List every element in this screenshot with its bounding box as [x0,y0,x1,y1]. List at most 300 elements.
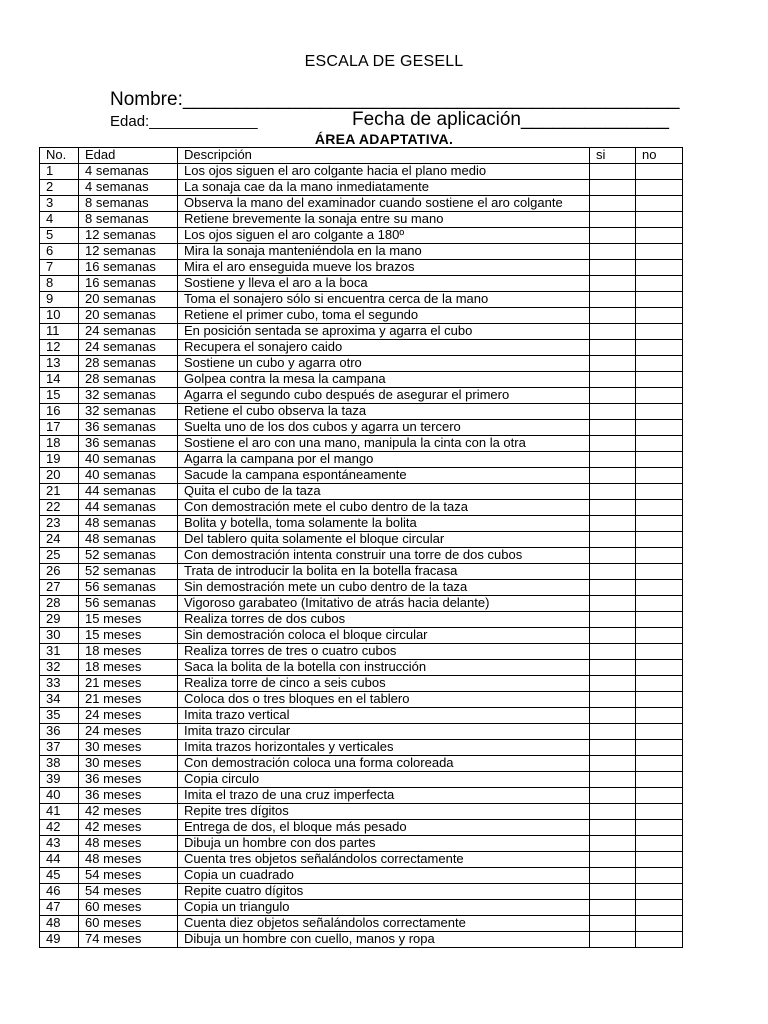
si-checkbox-cell[interactable] [590,260,636,276]
si-checkbox-cell[interactable] [590,388,636,404]
row-number: 25 [40,548,79,564]
row-edad: 56 semanas [79,580,178,596]
no-checkbox-cell[interactable] [636,788,683,804]
table-row [40,340,683,356]
row-descripcion: Los ojos siguen el aro colgante a 180º [178,228,590,244]
no-checkbox-cell[interactable] [636,484,683,500]
row-edad: 56 semanas [79,596,178,612]
no-checkbox-cell[interactable] [636,820,683,836]
row-number: 21 [40,484,79,500]
si-checkbox-cell[interactable] [590,356,636,372]
table-row [40,292,683,308]
row-edad: 42 meses [79,804,178,820]
si-checkbox-cell[interactable] [590,292,636,308]
row-descripcion: Copia un triangulo [178,900,590,916]
row-number: 23 [40,516,79,532]
row-number: 48 [40,916,79,932]
si-checkbox-cell[interactable] [590,532,636,548]
si-checkbox-cell[interactable] [590,580,636,596]
row-descripcion: Imita trazos horizontales y verticales [178,740,590,756]
row-number: 44 [40,852,79,868]
row-edad: 40 semanas [79,452,178,468]
row-number: 43 [40,836,79,852]
si-checkbox-cell[interactable] [590,404,636,420]
table-row [40,628,683,644]
row-number: 20 [40,468,79,484]
si-checkbox-cell[interactable] [590,484,636,500]
row-edad: 36 meses [79,788,178,804]
row-descripcion: Mira la sonaja manteniéndola en la mano [178,244,590,260]
row-descripcion: Mira el aro enseguida mueve los brazos [178,260,590,276]
table-row [40,516,683,532]
fecha-aplicacion-field-label: Fecha de aplicación______________ [352,109,669,130]
si-checkbox-cell[interactable] [590,820,636,836]
row-descripcion: Sostiene y lleva el aro a la boca [178,276,590,292]
si-checkbox-cell[interactable] [590,916,636,932]
si-checkbox-cell[interactable] [590,644,636,660]
table-row [40,308,683,324]
si-checkbox-cell[interactable] [590,932,636,948]
row-number: 3 [40,196,79,212]
row-descripcion: Recupera el sonajero caido [178,340,590,356]
row-number: 18 [40,436,79,452]
no-checkbox-cell[interactable] [636,564,683,580]
header-si: si [590,148,636,164]
row-number: 6 [40,244,79,260]
table-row [40,532,683,548]
no-checkbox-cell[interactable] [636,804,683,820]
row-number: 22 [40,500,79,516]
table-row [40,548,683,564]
row-descripcion: Golpea contra la mesa la campana [178,372,590,388]
si-checkbox-cell[interactable] [590,468,636,484]
row-number: 14 [40,372,79,388]
table-row [40,196,683,212]
row-descripcion: Sin demostración coloca el bloque circular [178,628,590,644]
si-checkbox-cell[interactable] [590,340,636,356]
table-row [40,708,683,724]
si-checkbox-cell[interactable] [590,884,636,900]
header-no-check: no [636,148,683,164]
row-edad: 60 meses [79,916,178,932]
table-row [40,676,683,692]
no-checkbox-cell[interactable] [636,372,683,388]
row-descripcion: Agarra la campana por el mango [178,452,590,468]
row-edad: 16 semanas [79,260,178,276]
row-descripcion: Sostiene el aro con una mano, manipula la cinta con la otra [178,436,590,452]
table-row [40,692,683,708]
row-number: 47 [40,900,79,916]
row-descripcion: Quita el cubo de la taza [178,484,590,500]
row-edad: 8 semanas [79,212,178,228]
row-edad: 24 semanas [79,340,178,356]
row-edad: 28 semanas [79,356,178,372]
no-checkbox-cell[interactable] [636,836,683,852]
row-descripcion: Realiza torre de cinco a seis cubos [178,676,590,692]
row-edad: 18 meses [79,660,178,676]
row-descripcion: Imita el trazo de una cruz imperfecta [178,788,590,804]
table-row [40,372,683,388]
gesell-table [39,147,683,948]
row-number: 2 [40,180,79,196]
table-row [40,916,683,932]
si-checkbox-cell[interactable] [590,228,636,244]
table-body [40,164,683,948]
row-descripcion: Cuenta diez objetos señalándolos correctamente [178,916,590,932]
si-checkbox-cell[interactable] [590,564,636,580]
no-checkbox-cell[interactable] [636,212,683,228]
row-descripcion: Retiene el cubo observa la taza [178,404,590,420]
row-number: 13 [40,356,79,372]
table-row [40,580,683,596]
row-number: 45 [40,868,79,884]
row-number: 28 [40,596,79,612]
row-descripcion: Cuenta tres objetos señalándolos correctamente [178,852,590,868]
si-checkbox-cell[interactable] [590,660,636,676]
row-descripcion: Retiene brevemente la sonaja entre su mano [178,212,590,228]
si-checkbox-cell[interactable] [590,436,636,452]
row-number: 12 [40,340,79,356]
si-checkbox-cell[interactable] [590,452,636,468]
table-row [40,644,683,660]
row-number: 39 [40,772,79,788]
row-number: 4 [40,212,79,228]
row-descripcion: Con demostración coloca una forma coloreada [178,756,590,772]
no-checkbox-cell[interactable] [636,260,683,276]
document-title: ESCALA DE GESELL [304,53,464,70]
table-row [40,660,683,676]
header-descripcion: Descripción [178,148,590,164]
si-checkbox-cell[interactable] [590,276,636,292]
row-edad: 32 semanas [79,404,178,420]
no-checkbox-cell[interactable] [636,692,683,708]
no-checkbox-cell[interactable] [636,340,683,356]
row-edad: 21 meses [79,676,178,692]
row-edad: 24 meses [79,724,178,740]
table-row [40,564,683,580]
table-row [40,164,683,180]
si-checkbox-cell[interactable] [590,788,636,804]
no-checkbox-cell[interactable] [636,420,683,436]
row-number: 49 [40,932,79,948]
row-descripcion: Agarra el segundo cubo después de asegurar el primero [178,388,590,404]
edad-field-label: Edad:_____________ [110,113,258,130]
no-checkbox-cell[interactable] [636,180,683,196]
row-descripcion: Del tablero quita solamente el bloque circular [178,532,590,548]
table-row [40,836,683,852]
si-checkbox-cell[interactable] [590,724,636,740]
no-checkbox-cell[interactable] [636,676,683,692]
header-no: No. [40,148,79,164]
si-checkbox-cell[interactable] [590,708,636,724]
table-row [40,868,683,884]
table-row [40,244,683,260]
si-checkbox-cell[interactable] [590,596,636,612]
si-checkbox-cell[interactable] [590,324,636,340]
row-number: 42 [40,820,79,836]
si-checkbox-cell[interactable] [590,212,636,228]
table-row [40,612,683,628]
row-edad: 15 meses [79,628,178,644]
row-edad: 36 semanas [79,436,178,452]
row-descripcion: Dibuja un hombre con dos partes [178,836,590,852]
table-row [40,596,683,612]
si-checkbox-cell[interactable] [590,852,636,868]
row-descripcion: Con demostración intenta construir una torre de dos cubos [178,548,590,564]
row-descripcion: Realiza torres de dos cubos [178,612,590,628]
table-row [40,756,683,772]
row-edad: 54 meses [79,868,178,884]
row-descripcion: Suelta uno de los dos cubos y agarra un tercero [178,420,590,436]
row-number: 46 [40,884,79,900]
no-checkbox-cell[interactable] [636,756,683,772]
row-descripcion: Dibuja un hombre con cuello, manos y ropa [178,932,590,948]
row-number: 16 [40,404,79,420]
no-checkbox-cell[interactable] [636,324,683,340]
row-edad: 44 semanas [79,500,178,516]
row-number: 1 [40,164,79,180]
table-row [40,388,683,404]
no-checkbox-cell[interactable] [636,308,683,324]
row-edad: 52 semanas [79,564,178,580]
table-row [40,468,683,484]
no-checkbox-cell[interactable] [636,196,683,212]
row-descripcion: Imita trazo circular [178,724,590,740]
no-checkbox-cell[interactable] [636,660,683,676]
no-checkbox-cell[interactable] [636,724,683,740]
row-descripcion: Repite tres dígitos [178,804,590,820]
si-checkbox-cell[interactable] [590,372,636,388]
no-checkbox-cell[interactable] [636,548,683,564]
row-edad: 44 semanas [79,484,178,500]
row-edad: 8 semanas [79,196,178,212]
row-number: 15 [40,388,79,404]
row-number: 31 [40,644,79,660]
nombre-field-label: Nombre:_______________________________________________ [110,89,680,110]
table-row [40,276,683,292]
row-edad: 42 meses [79,820,178,836]
si-checkbox-cell[interactable] [590,676,636,692]
no-checkbox-cell[interactable] [636,868,683,884]
row-number: 7 [40,260,79,276]
row-number: 34 [40,692,79,708]
table-row [40,900,683,916]
table-row [40,324,683,340]
no-checkbox-cell[interactable] [636,500,683,516]
table-row [40,884,683,900]
row-number: 37 [40,740,79,756]
row-descripcion: La sonaja cae da la mano inmediatamente [178,180,590,196]
table-row [40,932,683,948]
row-number: 17 [40,420,79,436]
no-checkbox-cell[interactable] [636,932,683,948]
row-edad: 54 meses [79,884,178,900]
row-number: 8 [40,276,79,292]
si-checkbox-cell[interactable] [590,692,636,708]
si-checkbox-cell[interactable] [590,500,636,516]
row-number: 38 [40,756,79,772]
row-edad: 20 semanas [79,308,178,324]
no-checkbox-cell[interactable] [636,884,683,900]
no-checkbox-cell[interactable] [636,516,683,532]
no-checkbox-cell[interactable] [636,596,683,612]
table-row [40,724,683,740]
si-checkbox-cell[interactable] [590,180,636,196]
si-checkbox-cell[interactable] [590,164,636,180]
row-number: 27 [40,580,79,596]
row-descripcion: Toma el sonajero sólo si encuentra cerca de la mano [178,292,590,308]
si-checkbox-cell[interactable] [590,420,636,436]
row-number: 32 [40,660,79,676]
row-number: 26 [40,564,79,580]
row-descripcion: Coloca dos o tres bloques en el tablero [178,692,590,708]
header-edad: Edad [79,148,178,164]
row-number: 33 [40,676,79,692]
row-edad: 36 meses [79,772,178,788]
row-descripcion: Copia circulo [178,772,590,788]
row-edad: 24 meses [79,708,178,724]
table-row [40,356,683,372]
row-number: 36 [40,724,79,740]
si-checkbox-cell[interactable] [590,612,636,628]
row-edad: 48 meses [79,836,178,852]
row-descripcion: Entrega de dos, el bloque más pesado [178,820,590,836]
row-descripcion: Sacude la campana espontáneamente [178,468,590,484]
row-edad: 15 meses [79,612,178,628]
row-edad: 32 semanas [79,388,178,404]
si-checkbox-cell[interactable] [590,756,636,772]
row-number: 24 [40,532,79,548]
row-number: 5 [40,228,79,244]
si-checkbox-cell[interactable] [590,804,636,820]
table-row [40,180,683,196]
no-checkbox-cell[interactable] [636,708,683,724]
no-checkbox-cell[interactable] [636,228,683,244]
si-checkbox-cell[interactable] [590,836,636,852]
no-checkbox-cell[interactable] [636,164,683,180]
table-row [40,420,683,436]
table-row [40,436,683,452]
no-checkbox-cell[interactable] [636,628,683,644]
row-edad: 74 meses [79,932,178,948]
table-header-row [40,148,683,164]
row-edad: 48 semanas [79,532,178,548]
row-edad: 24 semanas [79,324,178,340]
si-checkbox-cell[interactable] [590,244,636,260]
table-row [40,740,683,756]
row-edad: 30 meses [79,756,178,772]
table-row [40,452,683,468]
si-checkbox-cell[interactable] [590,548,636,564]
row-edad: 12 semanas [79,244,178,260]
table-row [40,260,683,276]
si-checkbox-cell[interactable] [590,196,636,212]
row-descripcion: Imita trazo vertical [178,708,590,724]
row-descripcion: Con demostración mete el cubo dentro de la taza [178,500,590,516]
no-checkbox-cell[interactable] [636,852,683,868]
row-number: 40 [40,788,79,804]
area-heading: ÁREA ADAPTATIVA. [314,131,454,147]
row-number: 11 [40,324,79,340]
si-checkbox-cell[interactable] [590,740,636,756]
no-checkbox-cell[interactable] [636,356,683,372]
si-checkbox-cell[interactable] [590,868,636,884]
row-edad: 4 semanas [79,180,178,196]
si-checkbox-cell[interactable] [590,900,636,916]
row-edad: 52 semanas [79,548,178,564]
row-descripcion: Los ojos siguen el aro colgante hacia el plano medio [178,164,590,180]
row-edad: 4 semanas [79,164,178,180]
no-checkbox-cell[interactable] [636,388,683,404]
row-descripcion: Copia un cuadrado [178,868,590,884]
table-row [40,804,683,820]
si-checkbox-cell[interactable] [590,772,636,788]
row-number: 35 [40,708,79,724]
no-checkbox-cell[interactable] [636,276,683,292]
row-edad: 40 semanas [79,468,178,484]
row-descripcion: Saca la bolita de la botella con instrucción [178,660,590,676]
row-number: 10 [40,308,79,324]
row-edad: 12 semanas [79,228,178,244]
row-edad: 30 meses [79,740,178,756]
no-checkbox-cell[interactable] [636,740,683,756]
no-checkbox-cell[interactable] [636,532,683,548]
row-descripcion: Sin demostración mete un cubo dentro de la taza [178,580,590,596]
row-edad: 18 meses [79,644,178,660]
no-checkbox-cell[interactable] [636,916,683,932]
no-checkbox-cell[interactable] [636,580,683,596]
row-descripcion: Observa la mano del examinador cuando sostiene el aro colgante [178,196,590,212]
row-number: 9 [40,292,79,308]
row-descripcion: Trata de introducir la bolita en la botella fracasa [178,564,590,580]
table-row [40,852,683,868]
row-number: 29 [40,612,79,628]
table-row [40,484,683,500]
table-row [40,228,683,244]
no-checkbox-cell[interactable] [636,404,683,420]
no-checkbox-cell[interactable] [636,644,683,660]
row-descripcion: Realiza torres de tres o cuatro cubos [178,644,590,660]
no-checkbox-cell[interactable] [636,612,683,628]
no-checkbox-cell[interactable] [636,900,683,916]
row-number: 19 [40,452,79,468]
row-descripcion: Repite cuatro dígitos [178,884,590,900]
row-edad: 20 semanas [79,292,178,308]
no-checkbox-cell[interactable] [636,244,683,260]
no-checkbox-cell[interactable] [636,436,683,452]
row-edad: 60 meses [79,900,178,916]
si-checkbox-cell[interactable] [590,308,636,324]
row-descripcion: Bolita y botella, toma solamente la bolita [178,516,590,532]
si-checkbox-cell[interactable] [590,628,636,644]
no-checkbox-cell[interactable] [636,772,683,788]
row-edad: 36 semanas [79,420,178,436]
row-edad: 16 semanas [79,276,178,292]
row-descripcion: En posición sentada se aproxima y agarra el cubo [178,324,590,340]
row-descripcion: Retiene el primer cubo, toma el segundo [178,308,590,324]
no-checkbox-cell[interactable] [636,468,683,484]
si-checkbox-cell[interactable] [590,516,636,532]
table-row [40,772,683,788]
no-checkbox-cell[interactable] [636,292,683,308]
row-edad: 21 meses [79,692,178,708]
table-row [40,500,683,516]
table-row [40,404,683,420]
row-edad: 48 meses [79,852,178,868]
no-checkbox-cell[interactable] [636,452,683,468]
row-edad: 48 semanas [79,516,178,532]
table-row [40,820,683,836]
